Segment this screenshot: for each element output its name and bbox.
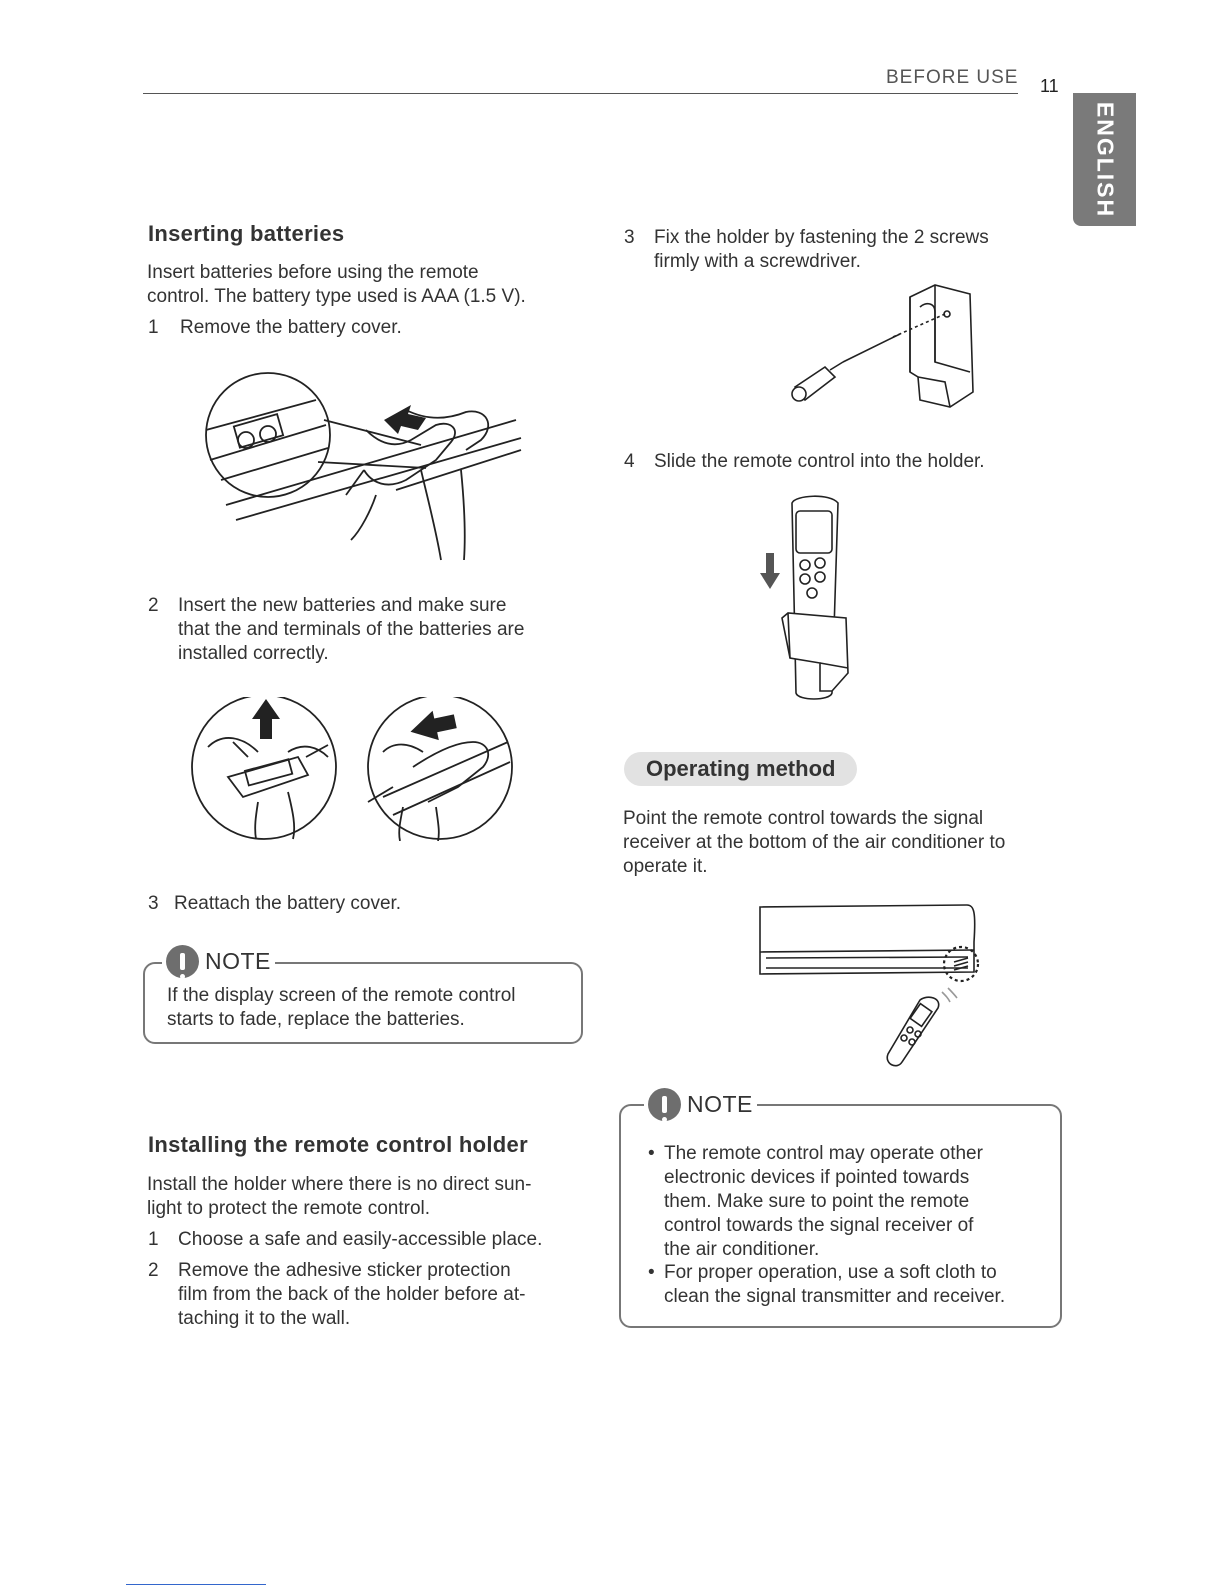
exclamation-icon <box>648 1088 681 1121</box>
remote-in-holder-illustration <box>760 493 855 713</box>
note-line: control towards the signal receiver of <box>664 1215 974 1236</box>
step-text: Remove the battery cover. <box>180 317 402 338</box>
inserting-intro <box>147 261 526 309</box>
note-label: NOTE <box>205 948 271 974</box>
page-number: 11 <box>1040 76 1059 96</box>
bullet-dot: • <box>648 1143 655 1164</box>
step-number: 2 <box>148 595 159 616</box>
step-text-line: taching it to the wall. <box>178 1308 351 1329</box>
inserting-step-3 <box>148 892 548 918</box>
step-text-line: film from the back of the holder before at- <box>178 1284 526 1305</box>
note-header <box>644 1088 757 1121</box>
inserting-intro-line: Insert batteries before using the remote <box>147 262 479 283</box>
operating-line: operate it. <box>623 856 708 877</box>
note-line: them. Make sure to point the remote <box>664 1191 970 1212</box>
note-line: the air conditioner. <box>664 1239 820 1260</box>
remove-battery-cover-illustration <box>196 370 526 565</box>
language-tab <box>1073 93 1136 226</box>
note-battery-text <box>167 984 516 1032</box>
inserting-batteries-heading: Inserting batteries <box>148 221 345 246</box>
step-text: Reattach the battery cover. <box>174 893 402 914</box>
step-text-line: Fix the holder by fastening the 2 screws <box>654 227 989 248</box>
holder-step-1 <box>148 1228 588 1254</box>
step-text-line: Remove the adhesive sticker protection <box>178 1260 511 1281</box>
step-number: 4 <box>624 451 635 472</box>
note-label: NOTE <box>687 1091 753 1117</box>
step-text: Slide the remote control into the holder. <box>654 451 985 472</box>
air-conditioner-remote-illustration <box>752 902 984 1070</box>
step-number: 1 <box>148 317 159 338</box>
note-line: starts to fade, replace the batteries. <box>167 1009 465 1030</box>
step-text-line: installed correctly. <box>178 643 329 664</box>
header-rule <box>143 93 1018 94</box>
note-bullet-1 <box>648 1142 1048 1262</box>
language-tab-label: ENGLISH <box>1092 101 1118 218</box>
note-line: If the display screen of the remote control <box>167 985 516 1006</box>
holder-intro <box>147 1173 531 1221</box>
inserting-step-1 <box>148 316 548 342</box>
step-text-line: firmly with a screwdriver. <box>654 251 861 272</box>
step-text-line: Insert the new batteries and make sure <box>178 595 507 616</box>
holder-step-4 <box>624 450 1064 476</box>
note-header <box>162 945 275 978</box>
inserting-intro-line: control. The battery type used is AAA (1.5 V). <box>147 286 526 307</box>
note-line: The remote control may operate other <box>664 1143 983 1164</box>
bullet-dot: • <box>648 1262 655 1283</box>
step-text: Choose a safe and easily-accessible place. <box>178 1229 543 1250</box>
operating-text <box>623 807 1005 879</box>
operating-line: receiver at the bottom of the air conditioner to <box>623 832 1006 853</box>
holder-intro-line: Install the holder where there is no direct sun- <box>147 1174 532 1195</box>
note-line: For proper operation, use a soft cloth to <box>664 1262 997 1283</box>
operating-line: Point the remote control towards the signal <box>623 808 984 829</box>
operating-method-heading: Operating method <box>624 752 857 786</box>
note-line: electronic devices if pointed towards <box>664 1167 970 1188</box>
note-bullet-2 <box>648 1261 1048 1309</box>
screwdriver-holder-illustration <box>785 282 980 412</box>
insert-batteries-illustration <box>188 697 518 841</box>
inserting-step-2 <box>148 594 588 668</box>
step-number: 1 <box>148 1229 159 1250</box>
installing-holder-heading: Installing the remote control holder <box>148 1132 528 1157</box>
holder-step-3 <box>624 226 1064 276</box>
step-number: 2 <box>148 1260 159 1281</box>
step-number: 3 <box>148 893 159 914</box>
note-line: clean the signal transmitter and receiver. <box>664 1286 1006 1307</box>
holder-intro-line: light to protect the remote control. <box>147 1198 431 1219</box>
header-section-title: BEFORE USE <box>886 67 1019 88</box>
exclamation-icon <box>166 945 199 978</box>
holder-step-2 <box>148 1259 588 1333</box>
step-text-line: that the and terminals of the batteries are <box>178 619 525 640</box>
step-number: 3 <box>624 227 635 248</box>
